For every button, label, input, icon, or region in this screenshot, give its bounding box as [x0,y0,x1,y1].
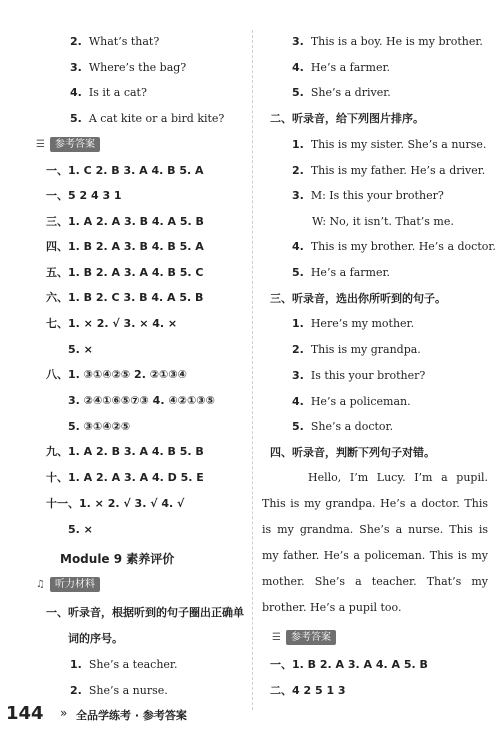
section1-title-cont: 词的序号。 [68,632,123,645]
page-number: 144 [6,703,44,724]
listening-passage: Hello, I’m Lucy. I’m a pupil. This is my grandpa. He’s a doctor. This is my grandma. She’s a nurse. This is my father. He’s a policeman. This is my mother. She’s a teacher. That’s my brother. He’s a pupil too. [262,471,488,614]
answer-line: 六、1. B 2. C 3. B 4. A 5. B [46,291,204,304]
answers-badge: 参考答案 [50,137,100,152]
answer-line: 一、5 2 4 3 1 [46,189,122,202]
answer-line: 3. ②④①⑥⑤⑦③ 4. ④②①③⑤ [68,394,215,407]
material-badge: 听力材料 [50,577,100,592]
section1-item-2: 2. She’s a nurse. [70,684,168,697]
section3-item: 2. This is my grandpa. [292,343,421,356]
answer-line: 五、1. B 2. A 3. A 4. B 5. C [46,266,204,279]
section2-item: 1. This is my sister. She’s a nurse. [292,138,487,151]
section1-item-3: 3. This is a boy. He is my brother. [292,35,483,48]
answer-line: 一、1. B 2. A 3. A 4. A 5. B [270,658,428,671]
column-divider [252,30,253,710]
answer-line: 5. × [68,523,93,536]
answer-line: 5. × [68,343,93,356]
section3-item: 5. She’s a doctor. [292,420,394,433]
answer-line: 四、1. B 2. A 3. B 4. B 5. A [46,240,204,253]
section1-title: 一、听录音，根据听到的句子圈出正确单 [46,606,244,619]
section2-title: 二、听录音，给下列图片排序。 [270,112,424,125]
section2-item: 5. He’s a farmer. [292,266,391,279]
answers-icon: ☰ [272,632,281,643]
section1-item-4: 4. He’s a farmer. [292,61,391,74]
answer-line: 七、1. × 2. √ 3. × 4. × [46,317,178,330]
headphones-icon: ♫ [36,579,45,590]
answer-line: 八、1. ③①④②⑤ 2. ②①③④ [46,368,187,381]
section3-item: 1. Here’s my mother. [292,317,415,330]
section2-item: 3. M: Is this your brother? [292,189,444,202]
chevron-icon: » [60,706,68,720]
question-5: 5. A cat kite or a bird kite? [70,112,225,125]
section2-item: 2. This is my father. He’s a driver. [292,164,486,177]
question-3: 3. Where’s the bag? [70,61,187,74]
question-2: 2. What’s that? [70,35,160,48]
section3-item: 3. Is this your brother? [292,369,426,382]
answer-line: 三、1. A 2. A 3. B 4. A 5. B [46,215,204,228]
section1-item-1: 1. She’s a teacher. [70,658,178,671]
answers-icon: ☰ [36,139,45,150]
answer-line: 一、1. C 2. B 3. A 4. B 5. A [46,164,204,177]
section2-item: W: No, it isn’t. That’s me. [312,215,454,228]
section3-title: 三、听录音，选出你所听到的句子。 [270,292,446,305]
section4-title: 四、听录音，判断下列句子对错。 [270,446,435,459]
section2-item: 4. This is my brother. He’s a doctor. [292,240,496,253]
answer-line: 二、4 2 5 1 3 [270,684,346,697]
section1-item-5: 5. She’s a driver. [292,86,391,99]
book-title: 全品学练考 · 参考答案 [76,709,187,722]
answer-line: 5. ③①④②⑤ [68,420,131,433]
section3-item: 4. He’s a policeman. [292,395,411,408]
answer-line: 十一、1. × 2. √ 3. √ 4. √ [46,497,185,510]
answer-line: 十、1. A 2. A 3. A 4. D 5. E [46,471,204,484]
answers-badge: 参考答案 [286,630,336,645]
module-title: Module 9 素养评价 [60,552,175,566]
question-4: 4. Is it a cat? [70,86,147,99]
answer-line: 九、1. A 2. B 3. A 4. B 5. B [46,445,204,458]
